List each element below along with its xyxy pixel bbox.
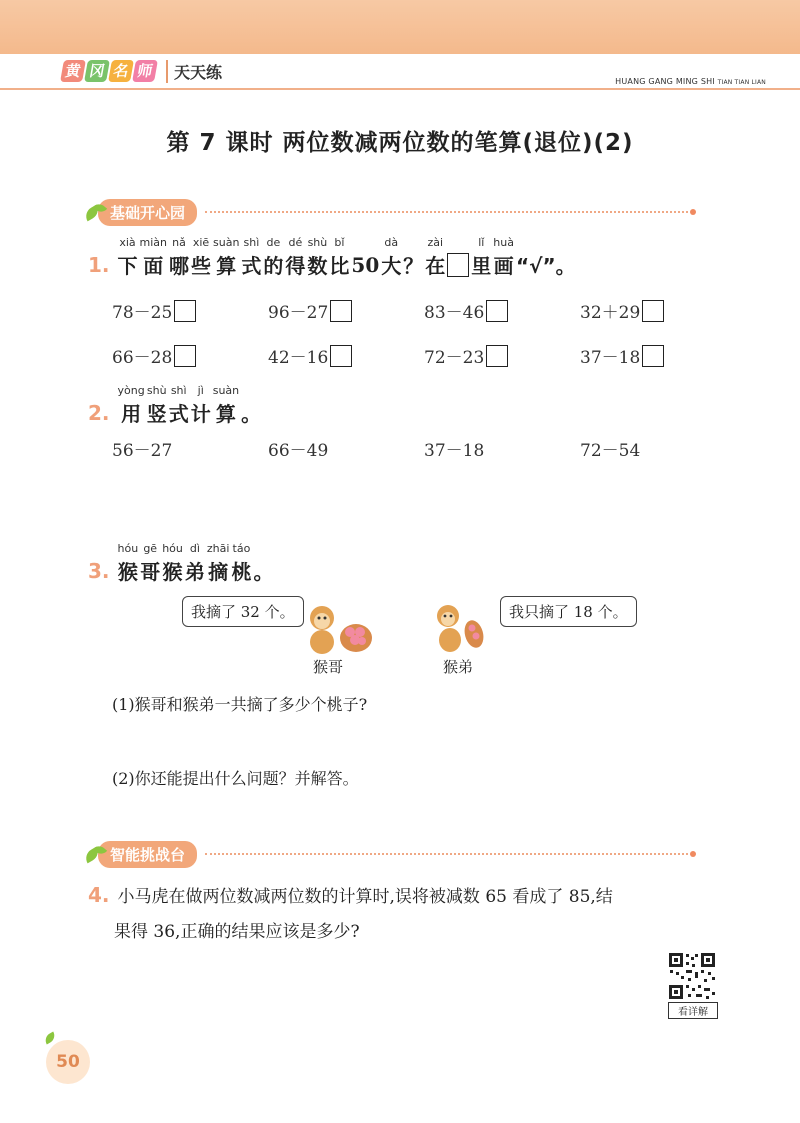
answer-box[interactable] bbox=[486, 345, 508, 367]
ruby-char bbox=[185, 542, 205, 585]
speech-bubble-left: 我摘了 32 个。 bbox=[182, 596, 304, 627]
question-4-line-2: 果得 36,正确的结果应该是多少? bbox=[114, 922, 360, 942]
question-4-line-1: 小马虎在做两位数减两位数的计算时,误将被减数 65 看成了 85,结 bbox=[117, 887, 613, 907]
hanzi: 算 bbox=[215, 402, 236, 426]
hanzi: 得 bbox=[285, 254, 306, 278]
header-line bbox=[0, 88, 800, 90]
ruby-char bbox=[493, 236, 514, 279]
hanzi: 里 bbox=[471, 254, 492, 278]
pinyin: lǐ bbox=[478, 236, 485, 249]
ruby-char bbox=[213, 384, 239, 427]
question-1-stem bbox=[88, 236, 578, 279]
pinyin: shì bbox=[170, 384, 187, 397]
hanzi: 竖 bbox=[146, 402, 167, 426]
question-number: 2. bbox=[88, 400, 110, 425]
question-number: 1. bbox=[88, 252, 110, 277]
ruby-char bbox=[169, 236, 189, 279]
ruby-char bbox=[207, 542, 230, 585]
hanzi: 哪 bbox=[169, 254, 189, 278]
pinyin: jì bbox=[197, 384, 204, 397]
expression-item bbox=[112, 298, 196, 323]
expression-text: 83－46 bbox=[424, 303, 485, 323]
hanzi: 下 bbox=[117, 254, 138, 278]
pinyin: suàn bbox=[213, 236, 240, 249]
pinyin: hóu bbox=[117, 542, 139, 555]
expression-text: 78－25 bbox=[112, 303, 173, 323]
answer-box[interactable] bbox=[174, 300, 196, 322]
qr-code[interactable] bbox=[668, 952, 716, 1000]
expression-text: 72－23 bbox=[424, 348, 485, 368]
hanzi: 面 bbox=[143, 254, 164, 278]
brand-char-2: 冈 bbox=[84, 60, 110, 82]
ruby-char bbox=[118, 384, 145, 427]
speech-bubble-right: 我只摘了 18 个。 bbox=[500, 596, 637, 627]
divider-end-dot bbox=[690, 209, 696, 215]
pinyin: hóu bbox=[162, 542, 183, 555]
ruby-char bbox=[231, 542, 251, 585]
ruby-char bbox=[263, 236, 283, 279]
header-band bbox=[0, 0, 800, 54]
ruby-char bbox=[471, 236, 491, 279]
hanzi: 的 bbox=[263, 254, 284, 278]
pinyin: de bbox=[266, 236, 281, 249]
hanzi: ？ bbox=[403, 254, 424, 278]
question-number: 3. bbox=[88, 558, 110, 583]
answer-box[interactable] bbox=[330, 300, 352, 322]
ruby-char bbox=[140, 542, 160, 585]
hanzi: 桃 bbox=[231, 560, 252, 584]
expression-item bbox=[268, 298, 352, 323]
ruby-char bbox=[253, 542, 273, 585]
pinyin: shù bbox=[307, 236, 328, 249]
pinyin: shì bbox=[243, 236, 260, 249]
page-number: 50 bbox=[46, 1040, 90, 1084]
header-english-small: TIAN TIAN LIAN bbox=[717, 79, 766, 86]
divider-end-dot bbox=[690, 851, 696, 857]
vertical-calc-expression: 72－54 bbox=[580, 441, 641, 461]
hanzi: 用 bbox=[121, 402, 142, 426]
ruby-char bbox=[162, 542, 183, 585]
question-3-sub-1: (1)猴哥和猴弟一共摘了多少个桃子? bbox=[112, 695, 368, 714]
vertical-calc-expression: 66－49 bbox=[268, 441, 329, 461]
answer-box[interactable] bbox=[642, 345, 664, 367]
hanzi: 。 bbox=[241, 402, 262, 426]
pinyin: gē bbox=[143, 542, 158, 555]
ruby-char bbox=[285, 236, 305, 279]
brand-char-3: 名 bbox=[108, 60, 134, 82]
ruby-char bbox=[241, 236, 261, 279]
pinyin: nǎ bbox=[172, 236, 186, 249]
pinyin: bǐ bbox=[334, 236, 345, 249]
expression-item bbox=[112, 343, 196, 368]
header-english bbox=[615, 77, 766, 86]
expression-item bbox=[424, 298, 508, 323]
answer-box[interactable] bbox=[486, 300, 508, 322]
pinyin: suàn bbox=[212, 384, 240, 397]
pinyin: huà bbox=[493, 236, 514, 249]
monkey-younger-illustration bbox=[428, 600, 498, 656]
question-2-stem bbox=[88, 384, 263, 427]
expression-text: 37－18 bbox=[580, 348, 641, 368]
pinyin: táo bbox=[232, 542, 251, 555]
pinyin: xià bbox=[119, 236, 136, 249]
vertical-calc-expression: 56－27 bbox=[112, 441, 173, 461]
expression-text: 96－27 bbox=[268, 303, 329, 323]
pinyin: zài bbox=[427, 236, 444, 249]
expression-item bbox=[268, 343, 352, 368]
header-english-main: HUANG GANG MING SHI bbox=[615, 77, 715, 86]
brand-subtitle: 天天练 bbox=[166, 60, 222, 83]
hanzi: 画 bbox=[493, 254, 514, 278]
hanzi: 算 bbox=[216, 254, 237, 278]
hanzi: 猴 bbox=[162, 560, 183, 584]
pinyin: dì bbox=[189, 542, 200, 555]
question-number: 4. bbox=[88, 883, 110, 907]
dotted-divider bbox=[205, 211, 688, 213]
brand-logo bbox=[62, 58, 222, 84]
dotted-divider bbox=[205, 853, 688, 855]
question-3-stem bbox=[88, 542, 275, 585]
hanzi: 哥 bbox=[140, 560, 161, 584]
ruby-char bbox=[307, 236, 327, 279]
brand-char-1: 黄 bbox=[60, 60, 86, 82]
expression-text: 32＋29 bbox=[580, 303, 641, 323]
expression-item bbox=[424, 343, 508, 368]
pinyin: zhāi bbox=[206, 542, 230, 555]
question-4 bbox=[88, 882, 728, 942]
ruby-char bbox=[140, 236, 167, 279]
leaf-icon bbox=[43, 1032, 57, 1045]
expression-text: 66－28 bbox=[112, 348, 173, 368]
pinyin: dà bbox=[384, 236, 399, 249]
ruby-char bbox=[191, 384, 211, 427]
hanzi: 猴 bbox=[117, 560, 138, 584]
pinyin: yòng bbox=[117, 384, 145, 397]
hanzi: 弟 bbox=[184, 560, 205, 584]
hanzi: 式 bbox=[241, 254, 262, 278]
ruby-char bbox=[213, 236, 239, 279]
ruby-char bbox=[516, 236, 576, 279]
pinyin: miàn bbox=[139, 236, 167, 249]
ruby-char bbox=[118, 236, 138, 279]
expression-item bbox=[580, 343, 664, 368]
ruby-char bbox=[425, 236, 445, 279]
pinyin: shù bbox=[146, 384, 167, 397]
answer-box[interactable] bbox=[642, 300, 664, 322]
hanzi: 计 bbox=[190, 402, 211, 426]
expression-text: 42－16 bbox=[268, 348, 329, 368]
hanzi: 大 bbox=[381, 254, 402, 278]
brand-char-4: 师 bbox=[132, 60, 158, 82]
ruby-char bbox=[147, 384, 167, 427]
answer-box[interactable] bbox=[174, 345, 196, 367]
pinyin: dé bbox=[288, 236, 303, 249]
hanzi: 在 bbox=[425, 254, 446, 278]
section-header-basic bbox=[84, 198, 696, 226]
ruby-char bbox=[329, 236, 349, 279]
question-3-sub-2: (2)你还能提出什么问题？并解答。 bbox=[112, 769, 359, 788]
ruby-char bbox=[381, 236, 401, 279]
expression-item bbox=[580, 298, 664, 323]
hanzi: 些 bbox=[191, 254, 211, 278]
section-header-challenge bbox=[84, 840, 696, 868]
pinyin: xiē bbox=[192, 236, 210, 249]
section-title-basic: 基础开心园 bbox=[98, 199, 197, 226]
label-older-monkey: 猴哥 bbox=[313, 658, 344, 676]
hanzi: 式 bbox=[168, 402, 189, 426]
qr-label[interactable]: 看详解 bbox=[668, 1002, 718, 1019]
hanzi: 。 bbox=[253, 560, 274, 584]
section-title-challenge: 智能挑战台 bbox=[98, 841, 197, 868]
ruby-char bbox=[191, 236, 211, 279]
ruby-char bbox=[241, 384, 261, 427]
hanzi: 比 bbox=[329, 254, 350, 278]
monkey-older-illustration bbox=[300, 600, 380, 656]
hanzi: 摘 bbox=[208, 560, 229, 584]
ruby-char bbox=[118, 542, 139, 585]
label-younger-monkey: 猴弟 bbox=[443, 658, 474, 676]
hanzi: 50 bbox=[351, 252, 380, 277]
vertical-calc-expression: 37－18 bbox=[424, 441, 485, 461]
page-title: 第 7 课时 两位数减两位数的笔算(退位)(2) bbox=[166, 130, 634, 156]
ruby-char bbox=[351, 239, 379, 277]
hanzi: 数 bbox=[307, 254, 328, 278]
answer-box-sample bbox=[447, 239, 469, 277]
ruby-char bbox=[169, 384, 189, 427]
hanzi: “√”。 bbox=[515, 254, 576, 278]
ruby-char bbox=[403, 236, 423, 279]
answer-box[interactable] bbox=[330, 345, 352, 367]
